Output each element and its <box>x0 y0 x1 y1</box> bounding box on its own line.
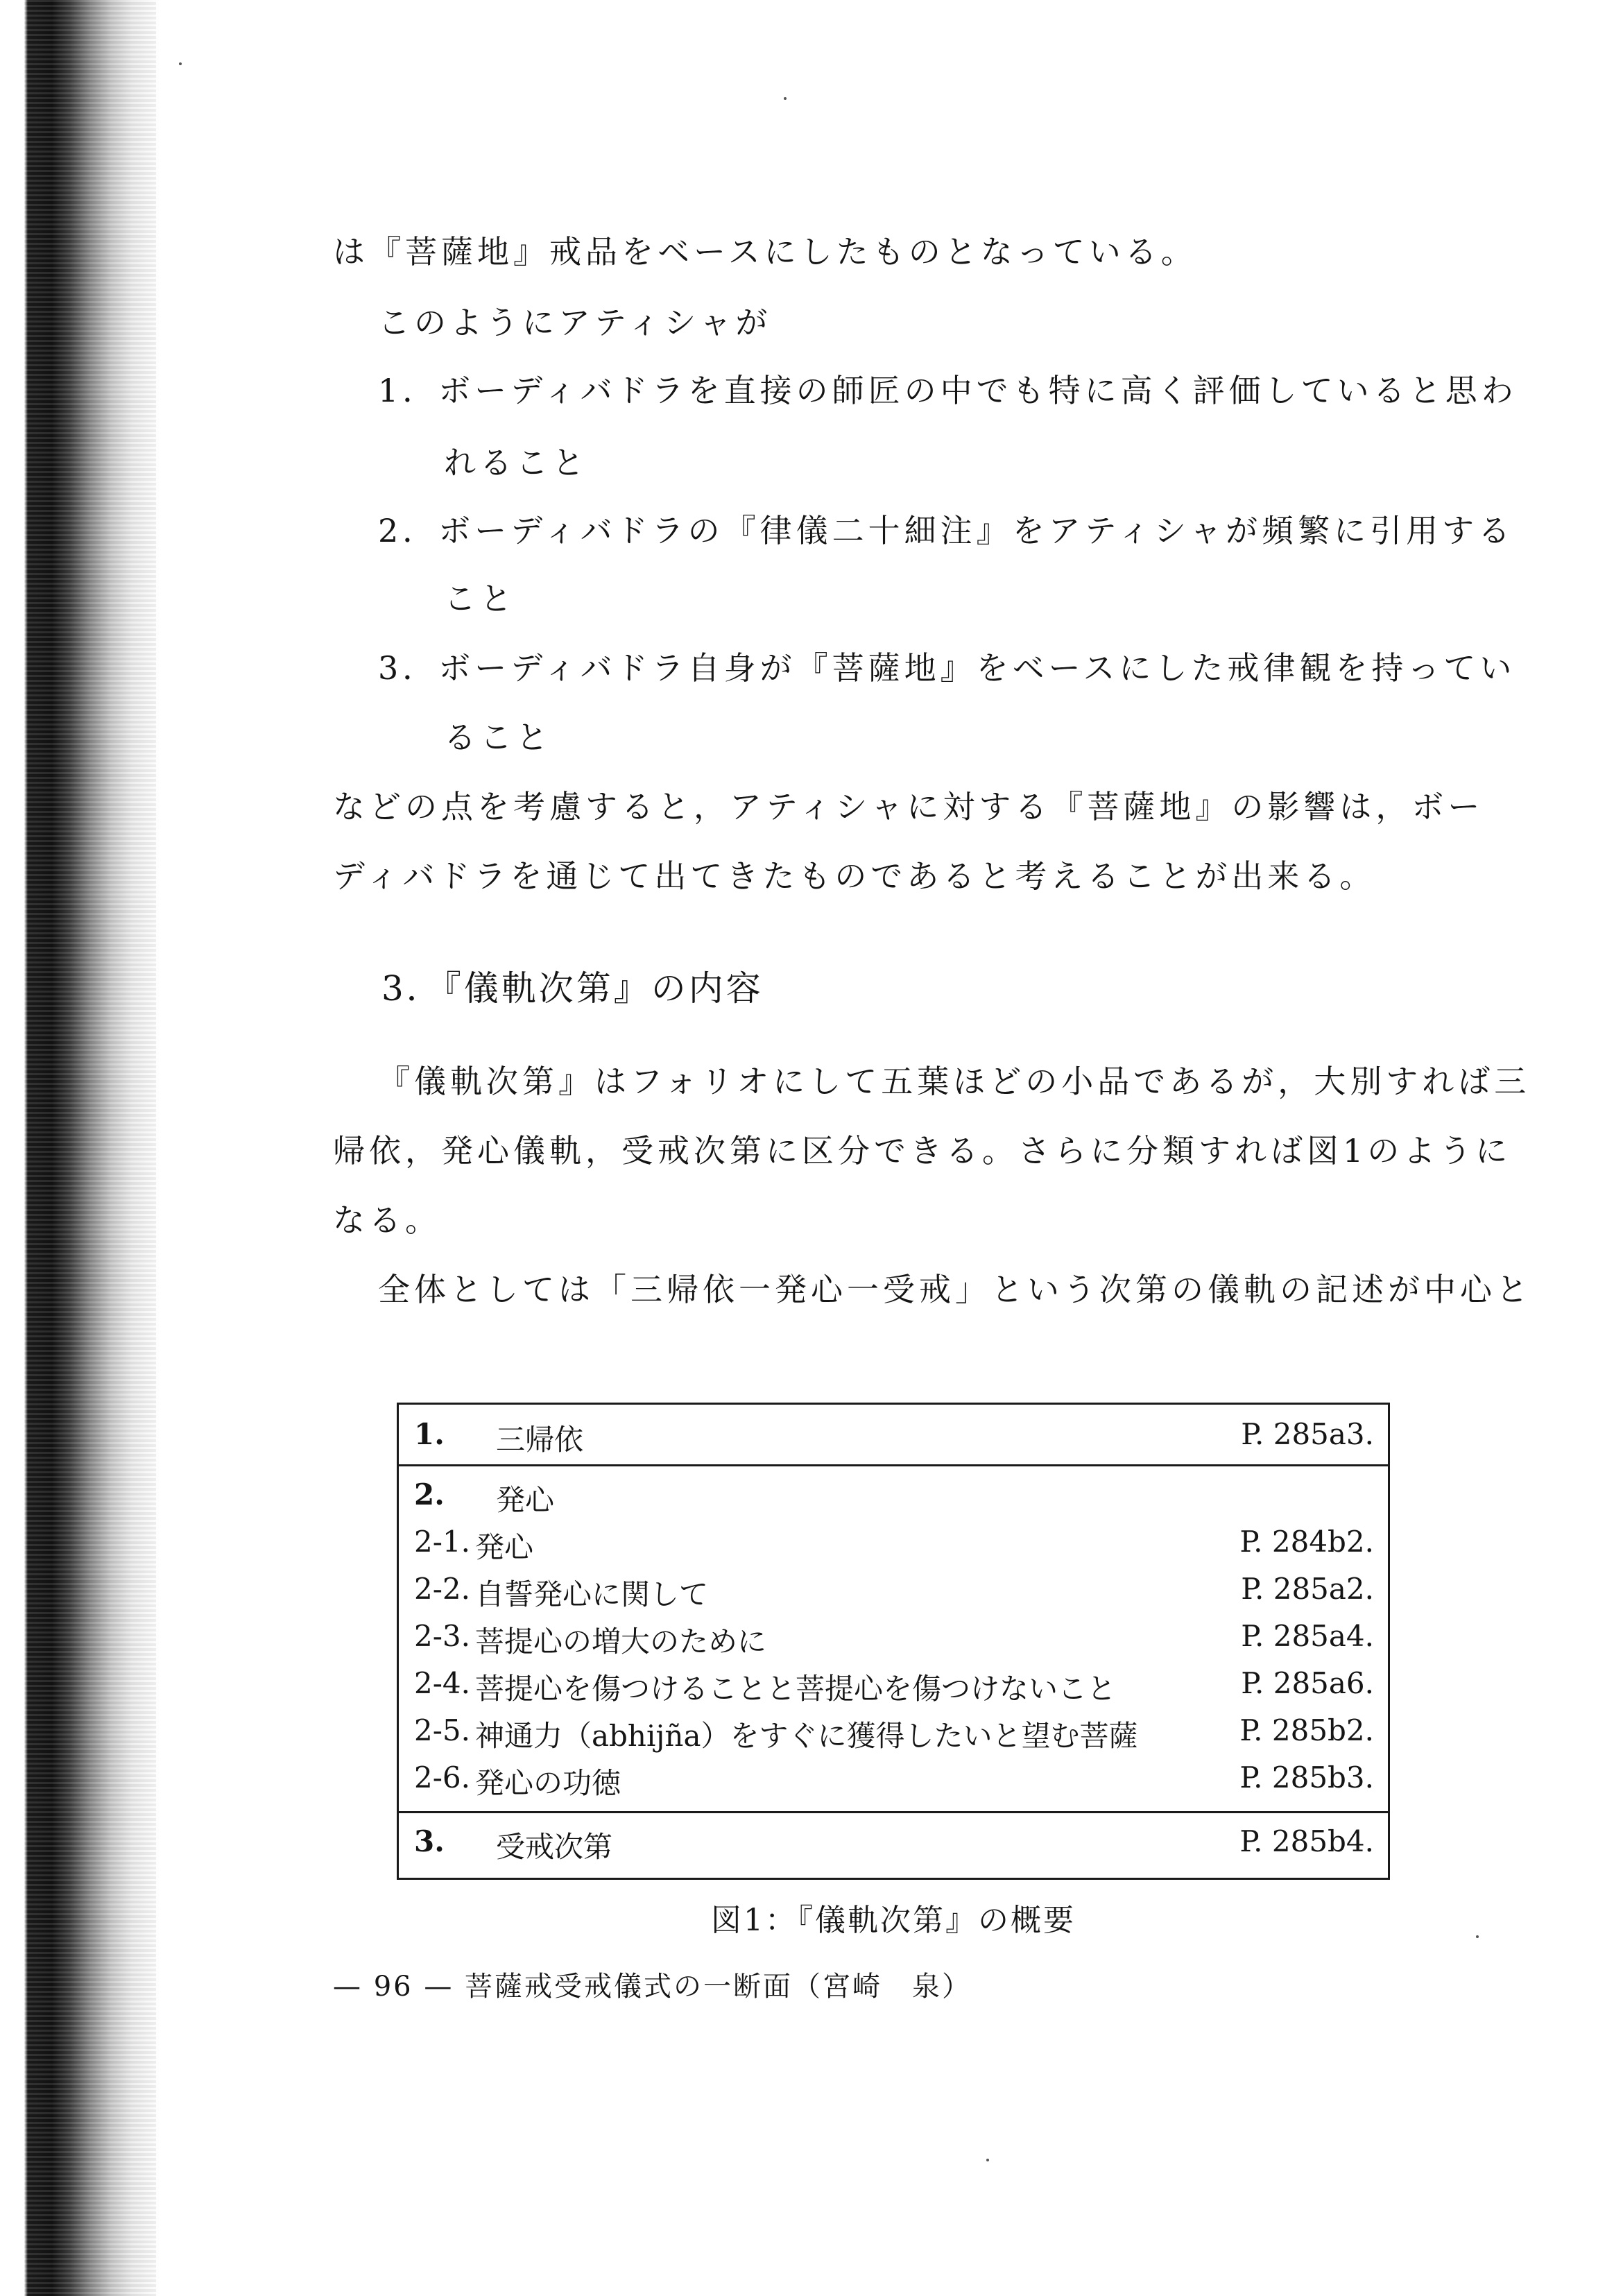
row-ref: P. 285b4. <box>1239 1824 1374 1858</box>
body-line: などの点を考慮すると，アティシャに対する『菩薩地』の影響は，ボー <box>333 788 1484 825</box>
body-line: ディバドラを通じて出てきたものであると考えることが出来る。 <box>333 857 1376 895</box>
row-number: 2-4. <box>414 1666 470 1700</box>
row-label: 自誓発心に関して <box>475 1577 709 1611</box>
figure-outline-table <box>397 1403 1390 1880</box>
table-row <box>399 1661 1388 1708</box>
row-ref: P. 285a2. <box>1241 1572 1374 1606</box>
row-label: 発心 <box>496 1483 555 1517</box>
scan-speck <box>986 2159 989 2161</box>
body-line: は『菩薩地』戒品をベースにしたものとなっている。 <box>333 233 1197 271</box>
body-line: このようにアティシャが <box>378 304 772 341</box>
table-row <box>399 1412 1388 1459</box>
body-line: 帰依，発心儀軌，受戒次第に区分できる。さらに分類すれば図1のように <box>333 1132 1512 1170</box>
row-label: 菩提心を傷つけることと菩提心を傷つけないこと <box>475 1672 1117 1706</box>
scan-speck <box>784 97 787 100</box>
row-number: 2-6. <box>414 1760 470 1794</box>
table-row <box>399 1708 1388 1755</box>
table-row <box>399 1519 1388 1566</box>
table-row <box>399 1472 1388 1519</box>
row-ref: P. 285a3. <box>1241 1417 1374 1451</box>
list-item-3-cont: ること <box>444 719 552 756</box>
row-number: 2-1. <box>414 1525 470 1559</box>
list-item-1-cont: れること <box>444 444 588 481</box>
row-ref: P. 285a6. <box>1241 1666 1374 1700</box>
table-section-1 <box>399 1405 1388 1464</box>
section-heading: 3．『儀軌次第』の内容 <box>381 968 764 1009</box>
row-label: 神通力（abhijña）をすぐに獲得したいと望む菩薩 <box>475 1719 1138 1753</box>
row-number: 2-2. <box>414 1572 470 1606</box>
row-ref: P. 285b2. <box>1239 1713 1374 1747</box>
scan-speck <box>179 62 182 65</box>
row-number: 2. <box>414 1477 445 1511</box>
body-line: なる。 <box>333 1201 441 1239</box>
list-item-3: 3．ボーディバドラ自身が『菩薩地』をベースにした戒律観を持ってい <box>378 649 1516 687</box>
table-row <box>399 1755 1388 1802</box>
row-label: 受戒次第 <box>496 1830 613 1864</box>
table-section-2 <box>399 1464 1388 1813</box>
row-label: 三帰依 <box>496 1423 584 1457</box>
table-row <box>399 1819 1388 1866</box>
row-number: 2-5. <box>414 1713 470 1747</box>
table-row <box>399 1613 1388 1661</box>
row-number: 2-3. <box>414 1619 470 1653</box>
page-footer: — 96 — 菩薩戒受戒儀式の一断面（宮崎 泉） <box>333 1971 972 2003</box>
figure-caption: 図1：『儀軌次第』の概要 <box>711 1903 1076 1938</box>
scan-noise <box>24 0 156 2296</box>
row-label: 菩提心の増大のために <box>475 1625 767 1659</box>
scan-speck <box>1476 1935 1479 1938</box>
body-line: 『儀軌次第』はフォリオにして五葉ほどの小品であるが，大別すれば三 <box>378 1063 1531 1100</box>
row-ref: P. 285b3. <box>1239 1760 1374 1794</box>
row-number: 3. <box>414 1824 445 1858</box>
list-item-2-cont: こと <box>444 580 516 617</box>
table-section-3 <box>399 1811 1388 1880</box>
row-label: 発心 <box>475 1530 534 1564</box>
list-item-2: 2．ボーディバドラの『律儀二十細注』をアティシャが頻繁に引用する <box>378 512 1515 549</box>
row-number: 1. <box>414 1417 445 1451</box>
row-ref: P. 285a4. <box>1241 1619 1374 1653</box>
list-item-1: 1．ボーディバドラを直接の師匠の中でも特に高く評価していると思わ <box>378 372 1518 409</box>
row-label: 発心の功徳 <box>475 1766 621 1800</box>
body-line: 全体としては「三帰依一発心一受戒」という次第の儀軌の記述が中心と <box>378 1271 1532 1308</box>
table-row <box>399 1566 1388 1613</box>
row-ref: P. 284b2. <box>1239 1525 1374 1559</box>
